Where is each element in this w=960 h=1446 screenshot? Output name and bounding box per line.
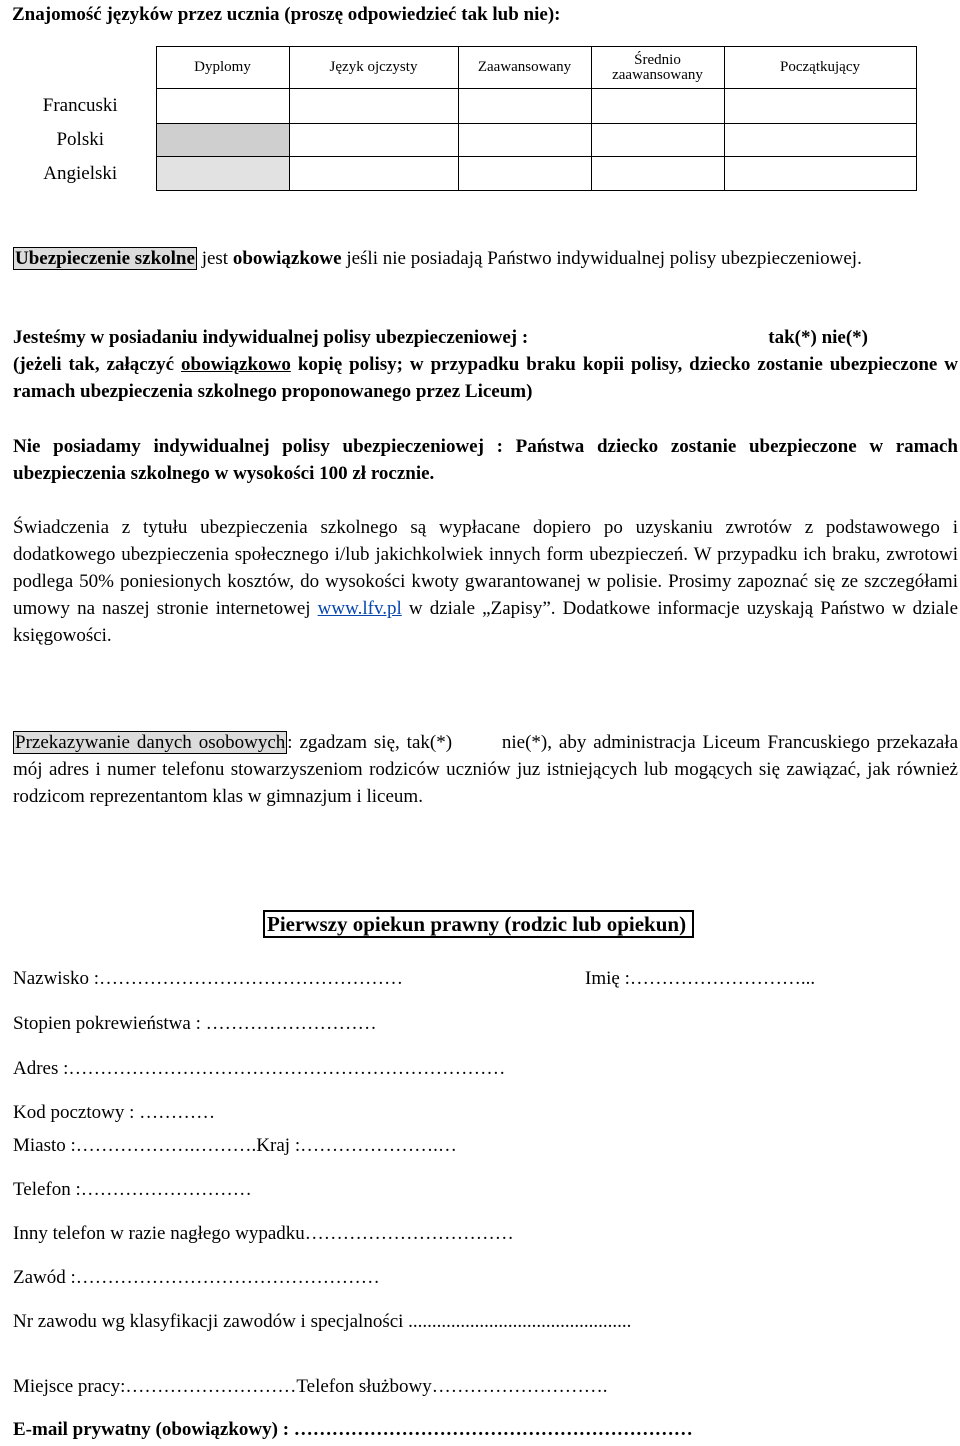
column-header-intermediate: Średnio zaawansowany [591,47,724,89]
city-country-field[interactable]: Miasto :……………….……….Kraj :………………….… [13,1135,457,1156]
cell-polish-intermediate[interactable] [591,124,724,157]
have-policy-question: Jesteśmy w posiadaniu indywidualnej polisy ubezpieczeniowej : [13,327,529,348]
occupation-code-field[interactable]: Nr zawodu wg klasyfikacji zawodów i specjalności ............................................... [13,1311,632,1332]
have-policy-note-start: (jeżeli tak, załączyć [13,354,175,375]
column-header-beginner: Początkujący [724,47,916,89]
row-label-polish: Polski [56,129,105,150]
benefits-text-start: Świadczenia z tytułu ubezpieczenia szkolnego są wypłacane dopiero po uzyskaniu zwrotów z podstawowego i dodatkowego ubezpieczenia społecznego i/lub jakichkolwiek innych form ubezpieczeń. W przypadku ich braku, zwrotowi podlega 50% poniesionych kosztów, do wysokości kwoty gwarantowanej w polisie. Prosimy zapoznać się ze szczegółami umowy na naszej stronie internetowej [13,517,958,619]
website-link[interactable]: www.lfv.pl [317,598,402,619]
cell-english-native[interactable] [289,157,458,191]
cell-polish-native[interactable] [289,124,458,157]
languages-heading: Znajomość języków przez ucznia (proszę odpowiedzieć tak lub nie): [12,4,561,25]
surname-field[interactable]: Nazwisko :………………………………………… [13,968,404,989]
cell-english-advanced[interactable] [458,157,591,191]
data-transfer-title: Przekazywanie danych osobowych [15,732,286,753]
insurance-is: jest [201,248,229,269]
cell-polish-advanced[interactable] [458,124,591,157]
row-label-french: Francuski [42,95,118,116]
data-transfer-consent[interactable]: : zgadzam się, tak(*) [287,732,453,753]
workplace-field[interactable]: Miejsce pracy:………………………Telefon służbowy………………………. [13,1376,608,1397]
cell-english-diplomas [156,157,289,191]
postal-code-field[interactable]: Kod pocztowy : ………… [13,1102,216,1123]
insurance-intro-rest: jeśli nie posiadają Państwo indywidualnej polisy ubezpieczeniowej. [346,248,862,269]
phone-field[interactable]: Telefon :……………………… [13,1179,252,1200]
have-policy-question-row [13,324,868,351]
benefits-paragraph [13,514,958,649]
languages-table [5,46,917,191]
cell-english-intermediate[interactable] [591,157,724,191]
cell-polish-beginner[interactable] [724,124,916,157]
occupation-field[interactable]: Zawód :………………………………………… [13,1267,380,1288]
row-label-english: Angielski [43,162,118,184]
insurance-title: Ubezpieczenie szkolne [15,248,195,269]
column-header-diplomas: Dyplomy [156,47,289,89]
email-field[interactable]: E-mail prywatny (obowiązkowy) : ……………………………………………………… [13,1419,693,1440]
no-policy-paragraph: Nie posiadamy indywidualnej polisy ubezpieczeniowej : Państwa dziecko zostanie ubezpieczone w ramach ubezpieczenia szkolnego w wysokości 100 zł rocznie. [13,436,958,484]
guardian-title: Pierwszy opiekun prawny (rodzic lub opiekun) [263,910,694,938]
cell-french-native[interactable] [289,89,458,124]
relation-field[interactable]: Stopien pokrewieństwa : ……………………… [13,1013,377,1034]
column-header-native: Język ojczysty [289,47,458,89]
cell-french-advanced[interactable] [458,89,591,124]
data-transfer-text: nie(*), aby administracja Liceum Francuskiego przekazała mój adres i numer telefonu stowarzyszeniom rodziców uczniów juz istniejących lub mogących się zawiązać, jak również rodzicom reprezentantom klas w gimnazjum i liceum. [13,732,958,807]
emergency-phone-field[interactable]: Inny telefon w razie nagłego wypadku…………………………… [13,1223,514,1244]
insurance-intro [13,245,958,272]
benefits-text-end: w dziale „Zapisy”. Dodatkowe informacje uzyskają Państwo w dziale księgowości. [13,598,959,646]
guardian-section [263,912,694,937]
cell-french-diplomas[interactable] [156,89,289,124]
cell-english-beginner[interactable] [724,157,916,191]
have-policy-note-end: kopię polisy; w przypadku braku kopii polisy, dziecko zostanie ubezpieczone w ramach ubezpieczenia szkolnego proponowanego przez Liceum) [13,354,959,402]
have-policy-paragraph [13,324,958,405]
have-policy-note [13,351,958,405]
have-policy-options[interactable]: tak(*) nie(*) [768,327,868,348]
column-header-advanced: Zaawansowany [458,47,591,89]
cell-polish-diplomas [156,124,289,157]
cell-french-intermediate[interactable] [591,89,724,124]
cell-french-beginner[interactable] [724,89,916,124]
data-transfer-paragraph [13,729,958,810]
address-field[interactable]: Adres :…………………………………………………………… [13,1058,506,1079]
insurance-mandatory: obowiązkowe [232,248,342,269]
first-name-field[interactable]: Imię :………………………... [585,968,816,989]
have-policy-note-mandatory: obowiązkowo [181,354,291,375]
